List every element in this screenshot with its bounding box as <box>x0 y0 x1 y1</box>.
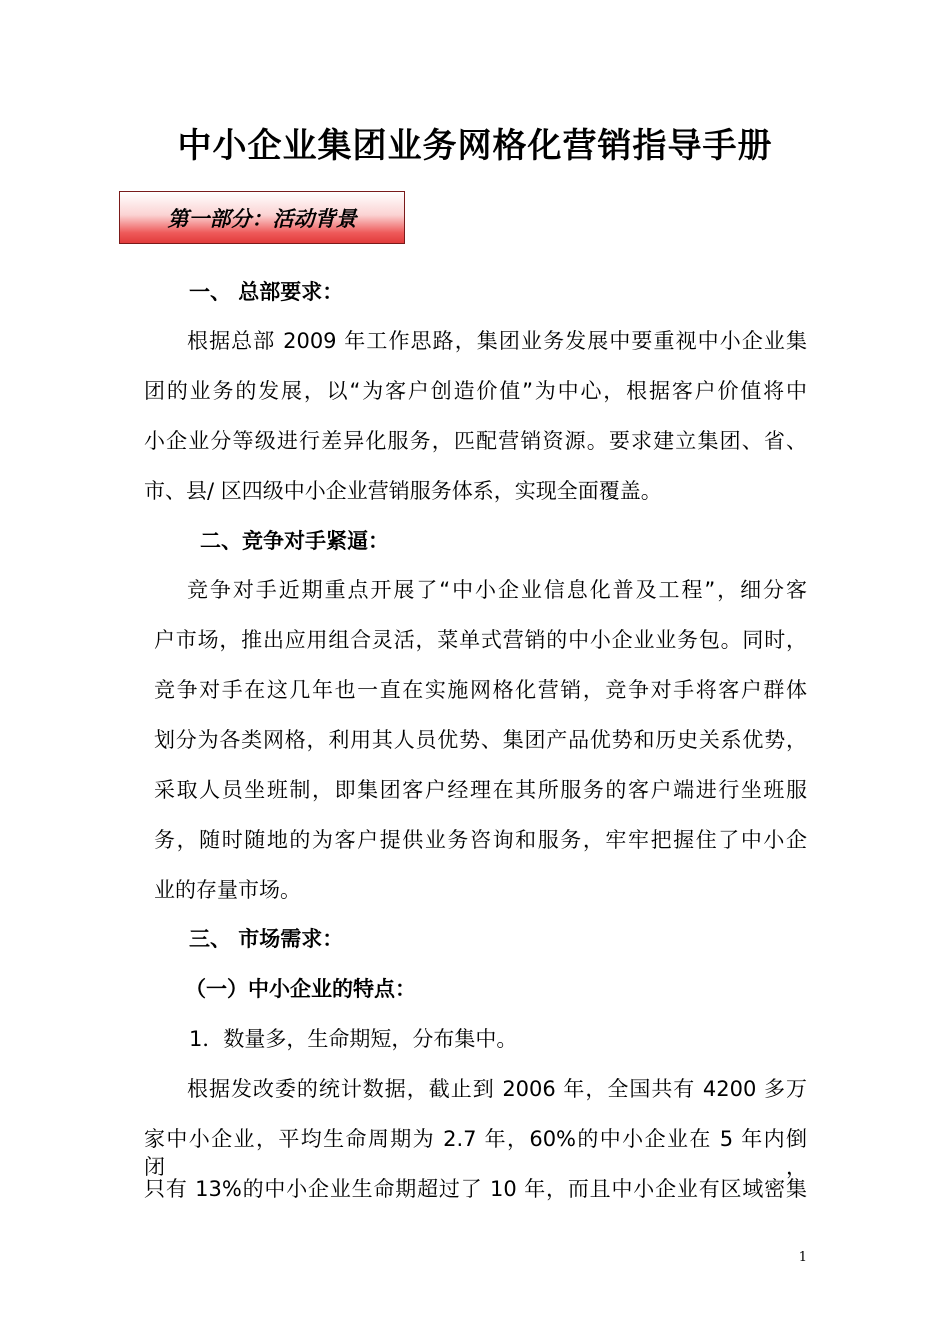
body-line: 竞争对手近期重点开展了“中小企业信息化普及工程”，细分客 <box>187 578 807 602</box>
body-line: 只有 13%的中小企业生命期超过了 10 年，而且中小企业有区域密集 <box>144 1177 807 1201</box>
body-line: 户市场，推出应用组合灵活，菜单式营销的中小企业业务包。同时， <box>154 628 807 652</box>
body-line: 市、县/ 区四级中小企业营销服务体系，实现全面覆盖。 <box>144 479 662 503</box>
page-number: 1 <box>798 1250 807 1265</box>
body-line: 三、 市场需求： <box>189 927 344 951</box>
body-line: 务，随时随地的为客户提供业务咨询和服务，牢牢把握住了中小企 <box>154 828 807 852</box>
body-line: 小企业分等级进行差异化服务，匹配营销资源。要求建立集团、省、 <box>144 429 807 453</box>
body-line: 采取人员坐班制，即集团客户经理在其所服务的客户端进行坐班服 <box>154 778 807 802</box>
document-title: 中小企业集团业务网格化营销指导手册 <box>177 126 773 166</box>
body-line: 竞争对手在这几年也一直在实施网格化营销，竞争对手将客户群体 <box>154 678 807 702</box>
body-line: 业的存量市场。 <box>154 878 301 902</box>
body-line: 家中小企业，平均生命周期为 2.7 年，60%的中小企业在 5 年内倒闭， <box>144 1127 807 1179</box>
body-line: 1．数量多，生命期短，分布集中。 <box>189 1027 518 1051</box>
body-line: 根据发改委的统计数据，截止到 2006 年，全国共有 4200 多万 <box>187 1077 807 1101</box>
section-heading-box <box>119 191 405 244</box>
body-line: 划分为各类网格，利用其人员优势、集团产品优势和历史关系优势， <box>154 728 807 752</box>
body-line: 二、竞争对手紧逼： <box>200 529 389 553</box>
body-line: 团的业务的发展，以“为客户创造价值”为中心，根据客户价值将中 <box>144 379 807 403</box>
body-line: 一、 总部要求： <box>189 280 344 304</box>
section-heading-label: 第一部分：活动背景 <box>167 205 357 231</box>
body-line: （一）中小企业的特点： <box>185 977 416 1001</box>
body-line: 根据总部 2009 年工作思路，集团业务发展中要重视中小企业集 <box>187 329 807 353</box>
